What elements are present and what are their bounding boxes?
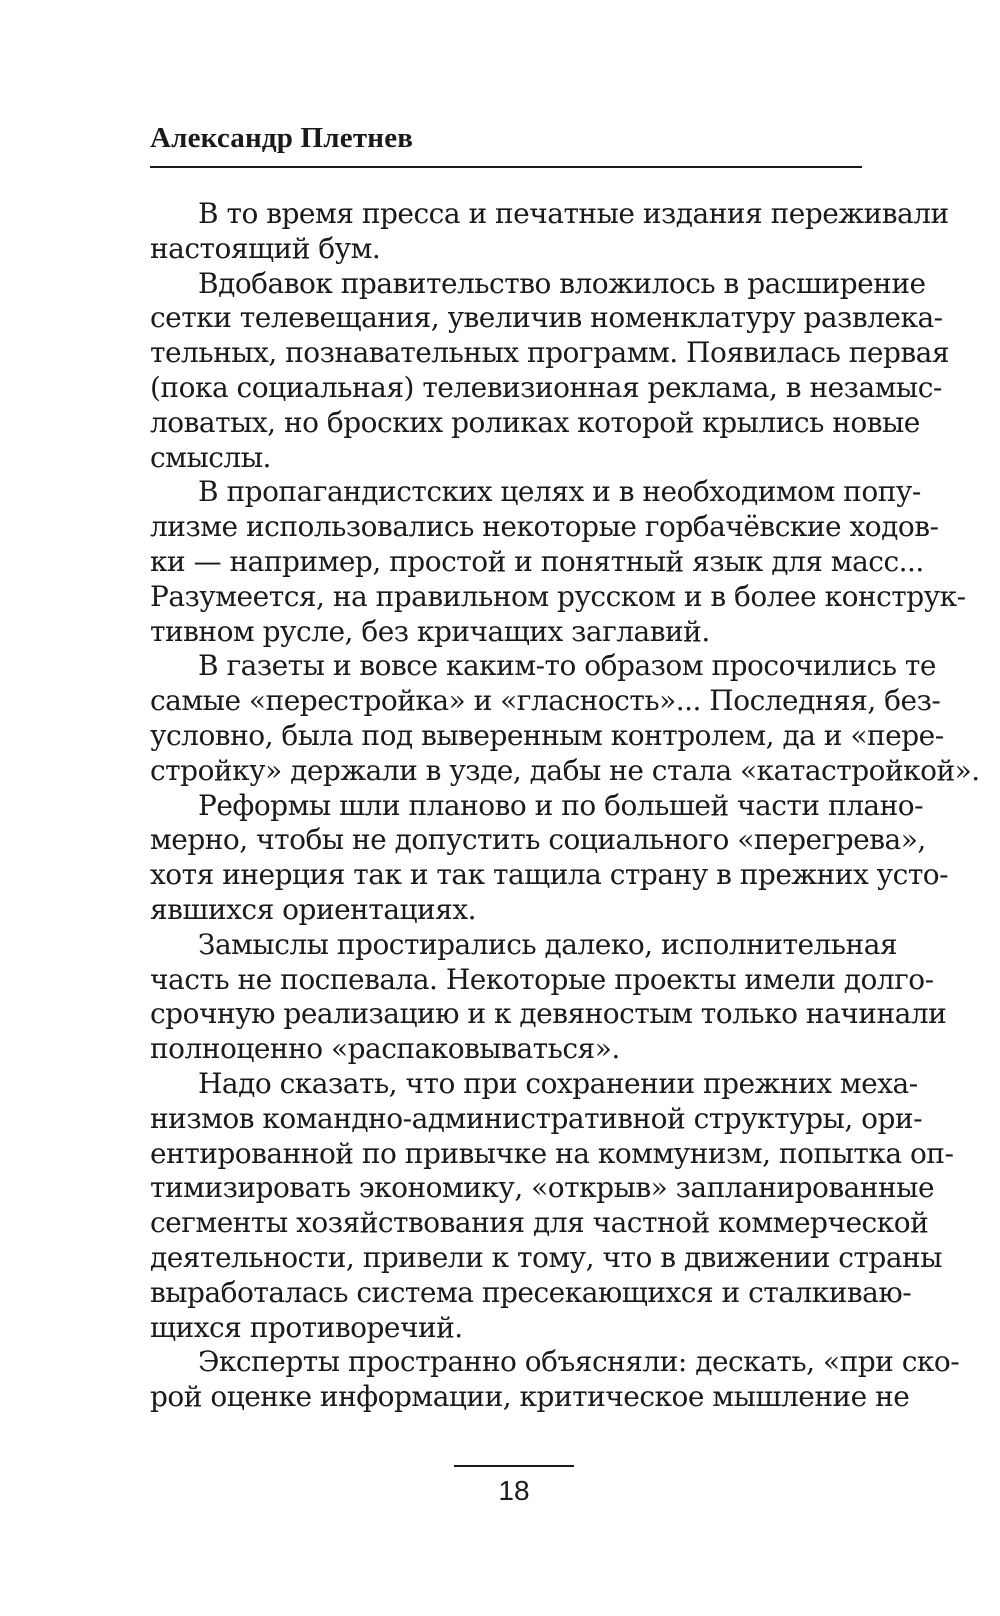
text-line: ентированной по привычке на коммунизм, попытка оп-: [150, 1136, 954, 1170]
text-line: срочную реализацию и к девяностым только начинали: [150, 997, 947, 1031]
body-text: [150, 197, 980, 1415]
text-line: Надо сказать, что при сохранении прежних меха-: [198, 1066, 918, 1100]
paragraph: [150, 475, 966, 649]
text-line: выработалась система пресекающихся и сталкиваю-: [150, 1275, 912, 1309]
text-line: часть не поспевала. Некоторые проекты имели долго-: [150, 962, 934, 996]
paragraph: [150, 788, 949, 928]
paragraph: [150, 266, 950, 476]
paragraph: [150, 1066, 954, 1345]
text-line: лизме использовались некоторые горбачёвские ходов-: [150, 510, 939, 544]
text-line: ловатых, но броских роликах которой крылись новые: [150, 405, 920, 439]
text-line: хотя инерция так и так тащила страну в прежних усто-: [150, 858, 949, 892]
text-line: Замыслы простирались далеко, исполнительная: [198, 927, 898, 961]
text-line: полноценно «распаковываться».: [150, 1032, 620, 1066]
text-line: явшихся ориентациях.: [150, 892, 477, 926]
text-line: щихся противоречий.: [150, 1310, 463, 1344]
paragraph: [150, 649, 980, 788]
header-rule: [150, 166, 862, 168]
text-line: сегменты хозяйствования для частной коммерческой: [150, 1206, 929, 1240]
text-line: (пока социальная) телевизионная реклама, в незамыс-: [150, 370, 942, 404]
text-line: Эксперты пространно объясняли: дескать, «при ско-: [198, 1345, 960, 1379]
text-line: стройку» держали в узде, дабы не стала «катастройкой».: [150, 753, 980, 787]
text-line: смыслы.: [150, 440, 271, 474]
text-line: В пропагандистских целях и в необходимом попу-: [198, 475, 921, 509]
text-line: В то время пресса и печатные издания переживали: [198, 197, 949, 230]
text-line: В газеты и вовсе каким-то образом просочились те: [198, 649, 936, 683]
page-number: 18: [498, 1475, 530, 1506]
text-line: Реформы шли планово и по большей части плано-: [198, 788, 924, 822]
text-line: низмов командно-административной структуры, ори-: [150, 1101, 923, 1135]
text-line: сетки телевещания, увеличив номенклатуру развлека-: [150, 301, 943, 335]
paragraph: [150, 927, 947, 1067]
text-line: условно, была под выверенным контролем, да и «пере-: [150, 718, 944, 752]
running-head-author: Александр Плетнев: [150, 122, 414, 154]
text-line: мерно, чтобы не допустить социального «перегрева»,: [150, 823, 926, 857]
text-line: Разумеется, на правильном русском и в более конструк-: [150, 579, 966, 613]
text-line: самые «перестройка» и «гласность»... Последняя, без-: [150, 684, 941, 718]
paragraph: [150, 197, 949, 267]
text-line: тимизировать экономику, «открыв» запланированные: [150, 1171, 935, 1205]
text-line: тельных, познавательных программ. Появилась первая: [150, 336, 950, 370]
text-line: Вдобавок правительство вложилось в расширение: [198, 266, 926, 300]
paragraph: [150, 1345, 960, 1415]
text-line: деятельности, привели к тому, что в движении страны: [150, 1240, 942, 1274]
text-line: ки — например, простой и понятный язык для масс...: [150, 544, 924, 578]
text-line: тивном русле, без кричащих заглавий.: [150, 614, 710, 648]
text-line: рой оценке информации, критическое мышление не: [150, 1380, 910, 1414]
text-line: настоящий бум.: [150, 231, 381, 265]
folio-rule: [454, 1465, 574, 1467]
